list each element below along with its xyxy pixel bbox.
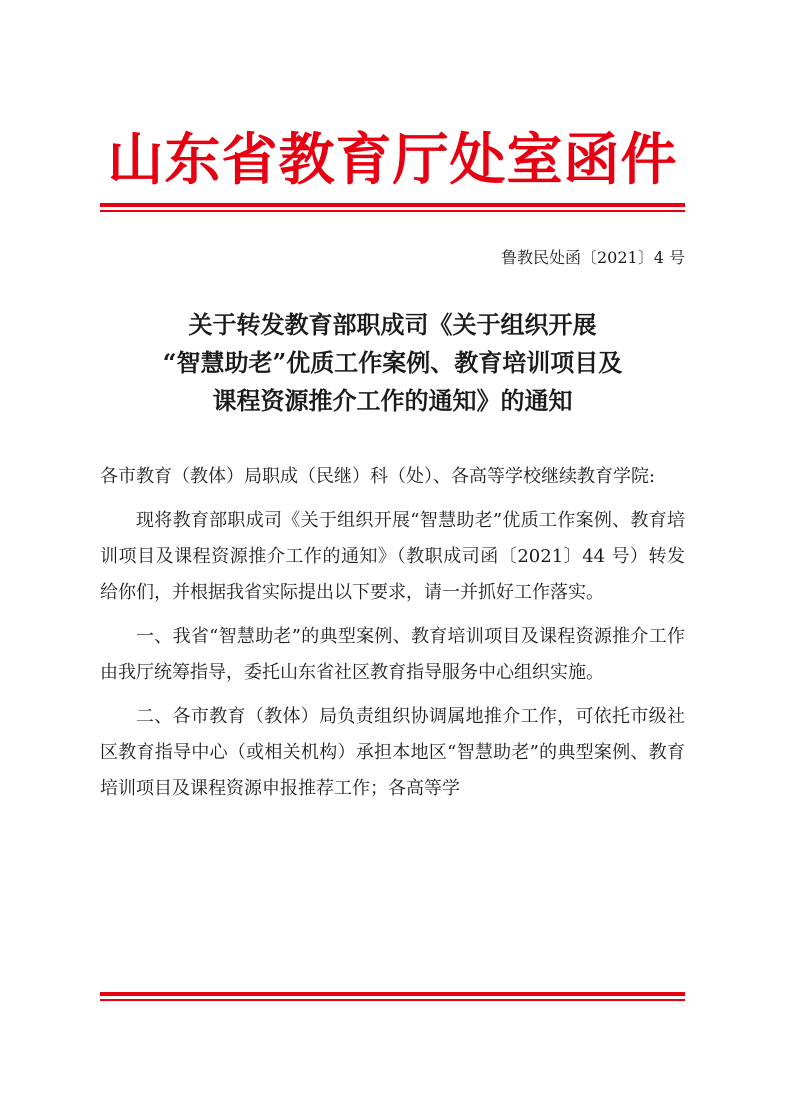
- letterhead-rule-thin: [100, 210, 685, 212]
- title-line-2: “智慧助老”优质工作案例、教育培训项目及: [162, 348, 623, 377]
- document-body: [100, 459, 685, 807]
- footer-rule-thick: [100, 992, 685, 996]
- letterhead-title: 山东省教育厅处室函件: [107, 128, 678, 193]
- footer-rule-thin: [100, 999, 685, 1001]
- document-title: [100, 306, 685, 420]
- body-paragraph-2: 一、我省“智慧助老”的典型案例、教育培训项目及课程资源推介工作由我厅统筹指导，委托山东省社区教育指导服务中心组织实施。: [100, 626, 685, 683]
- body-paragraph-1: 现将教育部职成司《关于组织开展“智慧助老”优质工作案例、教育培训项目及课程资源推介工作的通知》（教职成司函〔2021〕44 号）转发给你们，并根据我省实际提出以下要求，请一并抓好工作落实。: [100, 510, 685, 603]
- title-line-3: 课程资源推介工作的通知》的通知: [212, 386, 573, 415]
- body-paragraph-3: 二、各市教育（教体）局负责组织协调属地推介工作，可依托市级社区教育指导中心（或相关机构）承担本地区“智慧助老”的典型案例、教育培训项目及课程资源申报推荐工作；各高等学: [100, 706, 685, 799]
- title-line-1: 关于转发教育部职成司《关于组织开展: [188, 310, 597, 339]
- document-number: 鲁教民处函〔2021〕4 号: [501, 248, 685, 267]
- recipient-line: 各市教育（教体）局职成（民继）科（处）、各高等学校继续教育学院:: [100, 466, 656, 487]
- letterhead-rule-thick: [100, 203, 685, 207]
